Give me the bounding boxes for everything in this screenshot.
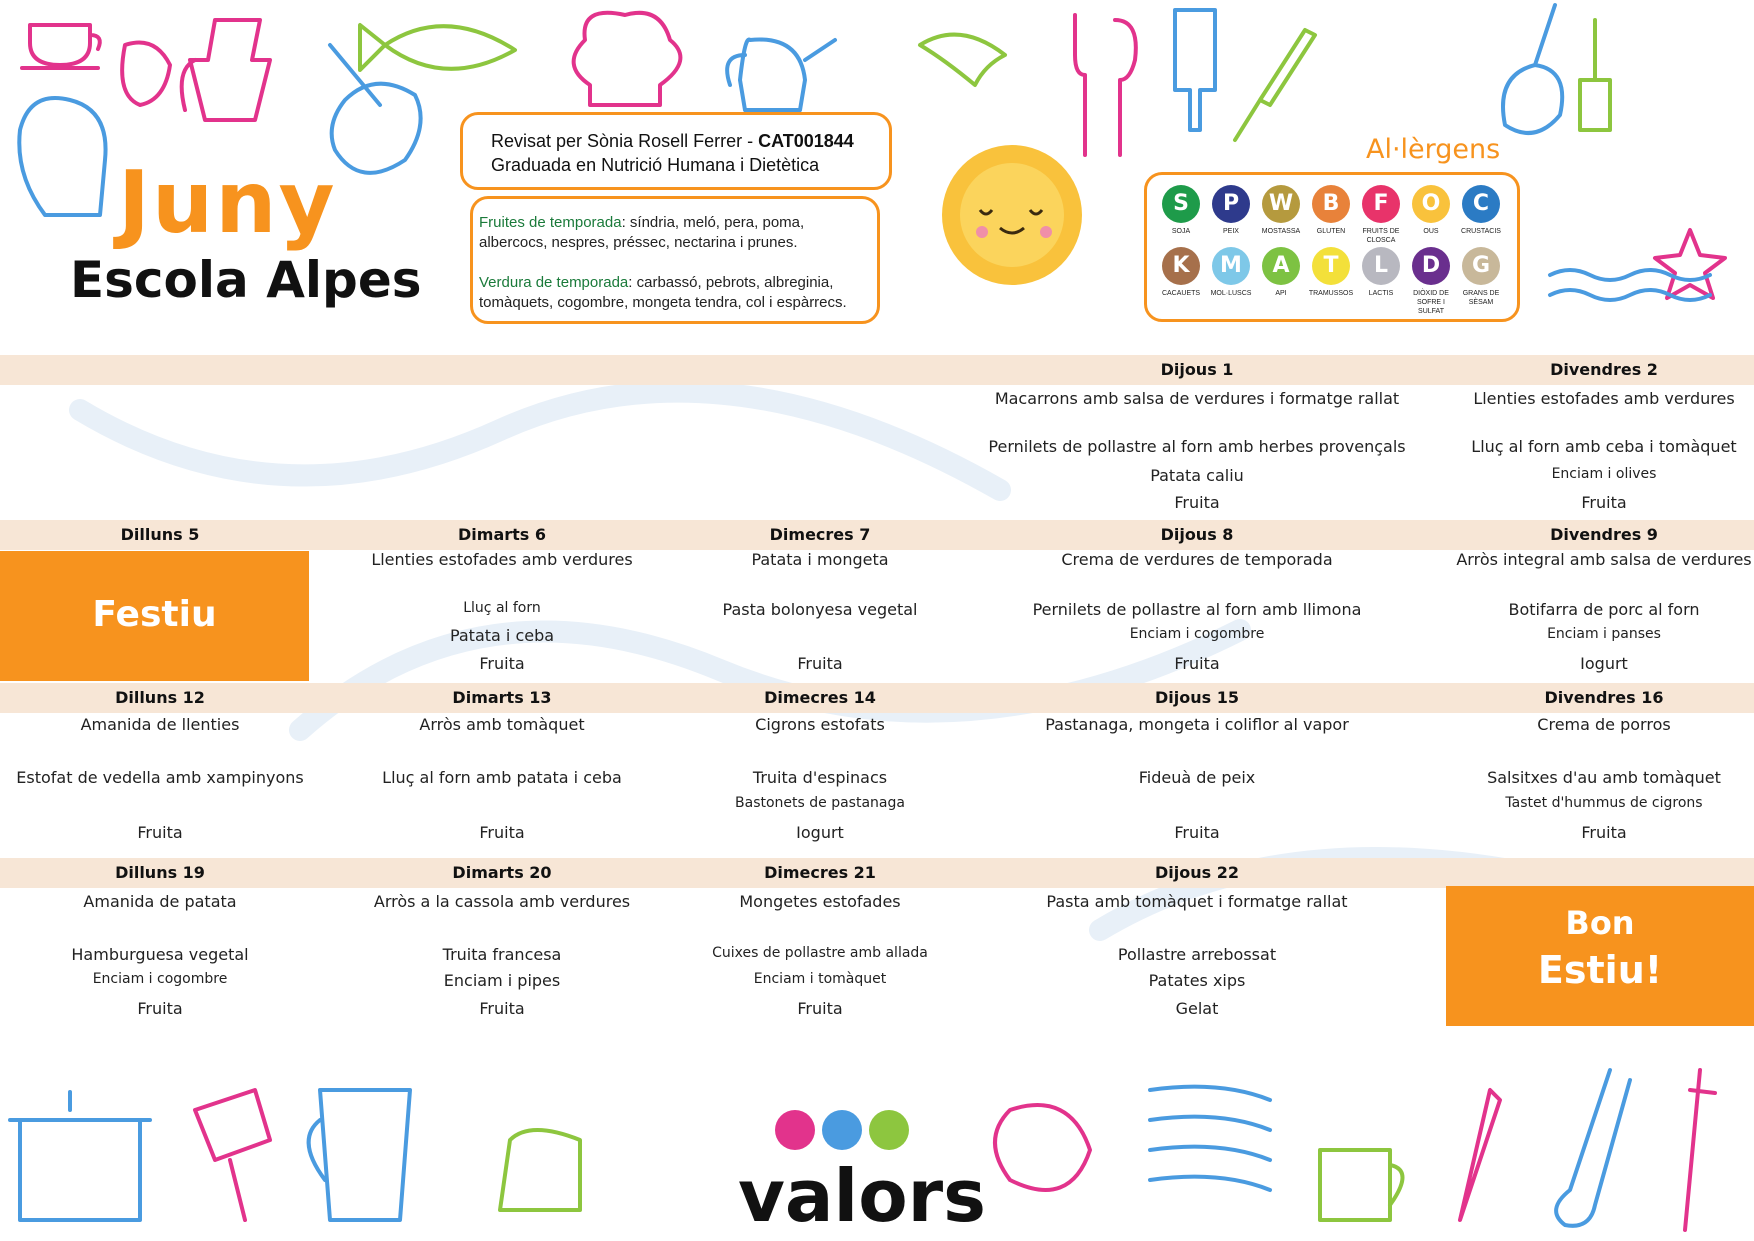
ladle-icon	[1556, 1070, 1630, 1226]
jug-icon	[309, 1090, 410, 1220]
reviewer-line	[491, 131, 854, 152]
allergen-label: MOSTASSA	[1261, 228, 1301, 235]
side-dish: Patates xips	[1148, 971, 1246, 990]
first-course: Llenties estofades amb verdures	[1473, 389, 1735, 408]
allergen-badge-icon: F	[1362, 185, 1400, 223]
school-name: Escola Alpes	[70, 251, 422, 309]
mug-icon	[1320, 1150, 1403, 1220]
oven-mitt-icon	[19, 98, 105, 215]
reviewer-name: Revisat per Sònia Rosell Ferrer -	[491, 131, 759, 151]
allergen-label: SOJA	[1171, 228, 1191, 235]
second-course: Botifarra de porc al forn	[1508, 600, 1700, 619]
allergen-badge-icon: A	[1262, 247, 1300, 285]
first-course: Amanida de patata	[83, 892, 237, 911]
allergen-label: LACTIS	[1368, 290, 1394, 297]
seasonal-fruits	[479, 213, 873, 253]
first-course: Pasta amb tomàquet i formatge rallat	[1046, 892, 1348, 911]
dessert: Fruita	[479, 654, 525, 673]
allergen-label: CACAUETS	[1161, 290, 1201, 297]
allergen-grans-de-s-sam	[1457, 247, 1505, 307]
seasonal-vegetables	[479, 273, 873, 313]
second-course: Pernilets de pollastre al forn amb llimona	[1032, 600, 1362, 619]
second-course: Salsitxes d'au amb tomàquet	[1487, 768, 1721, 787]
month-title: Juny	[118, 153, 337, 253]
allergen-badge-icon: P	[1212, 185, 1250, 223]
allergen-badge-icon: O	[1412, 185, 1450, 223]
day-header: Dijous 15	[1155, 688, 1239, 707]
dessert: Fruita	[1581, 493, 1627, 512]
croissant-icon	[920, 35, 1005, 85]
second-course: Lluç al forn	[463, 600, 541, 616]
first-course: Arròs integral amb salsa de verdures	[1456, 550, 1752, 569]
spatula-icon	[1175, 10, 1215, 130]
saucepan-icon	[330, 45, 421, 173]
allergen-badge-icon: W	[1262, 185, 1300, 223]
first-course: Crema de verdures de temporada	[1061, 550, 1333, 569]
dessert: Fruita	[1581, 823, 1627, 842]
fried-egg-icon	[995, 1105, 1090, 1190]
first-course: Cigrons estofats	[755, 715, 885, 734]
day-header: Dimarts 20	[452, 863, 552, 882]
first-course: Llenties estofades amb verdures	[371, 550, 633, 569]
day-header: Dijous 8	[1160, 525, 1234, 544]
allergen-mol-luscs	[1207, 247, 1255, 298]
allergen-badge-icon: S	[1162, 185, 1200, 223]
allergen-lactis	[1357, 247, 1405, 298]
whisk-icon	[1503, 5, 1562, 133]
dessert: Fruita	[479, 999, 525, 1018]
sun-icon	[942, 145, 1082, 285]
allergen-badge-icon: C	[1462, 185, 1500, 223]
seasonal-vegetables-label: Verdura de temporada	[479, 274, 629, 291]
allergen-label: GRANS DE SÈSAM	[1462, 290, 1500, 306]
second-course: Hamburguesa vegetal	[71, 945, 249, 964]
dessert: Fruita	[137, 823, 183, 842]
allergen-mostassa	[1257, 185, 1305, 236]
day-header: Dimarts 6	[458, 525, 546, 544]
day-header: Dilluns 12	[115, 688, 205, 707]
dessert: Fruita	[1174, 654, 1220, 673]
summer-greeting-line1: Bon	[1565, 904, 1635, 942]
reviewer-degree: Graduada en Nutrició Humana i Dietètica	[491, 155, 820, 175]
allergens-title: Al·lèrgens	[1366, 134, 1501, 165]
brand-logo-text: valors	[738, 1154, 987, 1238]
allergen-badge-icon: M	[1212, 247, 1250, 285]
valors-logo-faces	[775, 1110, 909, 1150]
allergen-api	[1257, 247, 1305, 298]
day-header: Dimecres 14	[764, 688, 876, 707]
dessert: Fruita	[479, 823, 525, 842]
dessert: Gelat	[1175, 999, 1219, 1018]
day-header: Dimarts 13	[452, 688, 552, 707]
allergen-fruits-de-closca	[1357, 185, 1405, 245]
side-dish: Enciam i panses	[1547, 626, 1661, 642]
holiday-block: Festiu	[0, 551, 309, 681]
coffee-pot-icon	[182, 20, 270, 120]
second-course: Truita d'espinacs	[752, 768, 888, 787]
side-dish: Patata caliu	[1150, 466, 1244, 485]
dessert: Fruita	[137, 999, 183, 1018]
seasonal-vegetables-text: : carbassó, pebrots, albreginia, tomàquets, cogombre, mongeta tendra, col i espàrrecs.	[479, 274, 847, 311]
side-dish: Enciam i tomàquet	[753, 971, 887, 987]
first-course: Arròs a la cassola amb verdures	[373, 892, 631, 911]
second-course: Cuixes de pollastre amb allada	[712, 945, 928, 961]
allergen-badge-icon: T	[1312, 247, 1350, 285]
summer-greeting-line2: Estiu!	[1537, 948, 1663, 992]
fish-icon	[360, 25, 515, 70]
allergen-label: PEIX	[1223, 228, 1239, 235]
second-course: Lluç al forn amb patata i ceba	[382, 768, 622, 787]
second-course: Lluç al forn amb ceba i tomàquet	[1471, 437, 1737, 456]
carrot-icon	[1460, 1090, 1500, 1220]
second-course: Fideuà de peix	[1138, 768, 1256, 787]
starfish-icon	[1655, 230, 1725, 298]
kettle-icon	[727, 40, 835, 111]
first-course: Macarrons amb salsa de verdures i formatge rallat	[994, 389, 1400, 408]
day-header: Dilluns 5	[120, 525, 200, 544]
turner-icon	[1580, 20, 1610, 130]
first-course: Arròs amb tomàquet	[419, 715, 585, 734]
chef-hat-icon	[574, 13, 681, 105]
allergen-label: GLUTEN	[1316, 228, 1346, 235]
allergen-label: OUS	[1423, 228, 1439, 235]
day-header: Dijous 22	[1155, 863, 1239, 882]
allergen-badge-icon: L	[1362, 247, 1400, 285]
allergen-label: CRUSTACIS	[1461, 228, 1501, 235]
allergen-badge-icon: G	[1462, 247, 1500, 285]
allergen-badge-icon: D	[1412, 247, 1450, 285]
allergen-di-xid-de-sofre-i-sulfat	[1407, 247, 1455, 316]
second-course: Estofat de vedella amb xampinyons	[16, 768, 304, 787]
reviewer-box	[460, 112, 892, 190]
first-course: Amanida de llenties	[80, 715, 240, 734]
rolling-pin-icon	[1685, 1070, 1715, 1230]
teacup-icon	[22, 25, 100, 68]
allergen-badge-icon: B	[1312, 185, 1350, 223]
day-header: Dilluns 19	[115, 863, 205, 882]
fork-spoon-icon	[1075, 15, 1136, 155]
strawberry-icon	[122, 43, 170, 106]
second-course: Truita francesa	[442, 945, 562, 964]
allergen-label: DIÒXID DE SOFRE I SULFAT	[1413, 290, 1449, 315]
side-dish: Patata i ceba	[449, 626, 555, 645]
day-header: Dijous 1	[1160, 360, 1234, 379]
day-header: Divendres 9	[1550, 525, 1658, 544]
allergen-peix	[1207, 185, 1255, 236]
second-course: Pollastre arrebossat	[1117, 945, 1277, 964]
summer-greeting	[1446, 886, 1754, 1026]
side-dish: Enciam i cogombre	[92, 971, 228, 987]
day-header: Divendres 16	[1544, 688, 1664, 707]
side-dish: Enciam i olives	[1551, 466, 1657, 482]
day-header: Divendres 2	[1550, 360, 1658, 379]
day-header: Dimecres 21	[764, 863, 876, 882]
reviewer-code: CAT001844	[758, 131, 854, 151]
dessert: Iogurt	[1580, 654, 1628, 673]
allergen-badge-icon: K	[1162, 247, 1200, 285]
allergen-label: FRUITS DE CLOSCA	[1362, 228, 1400, 244]
first-course: Patata i mongeta	[751, 550, 889, 569]
allergen-label: TRAMUSSOS	[1308, 290, 1354, 297]
side-dish: Tastet d'hummus de cigrons	[1505, 795, 1703, 811]
allergen-gluten	[1307, 185, 1355, 236]
side-dish: Enciam i pipes	[443, 971, 561, 990]
allergen-crustacis	[1457, 185, 1505, 236]
allergen-tramussos	[1307, 247, 1355, 298]
side-dish: Bastonets de pastanaga	[735, 795, 905, 811]
allergen-cacauets	[1157, 247, 1205, 298]
allergen-soja	[1157, 185, 1205, 236]
second-course: Pernilets de pollastre al forn amb herbes provençals	[988, 437, 1406, 456]
first-course: Mongetes estofades	[739, 892, 901, 911]
plates-stack-icon	[1150, 1087, 1270, 1190]
allergen-ous	[1407, 185, 1455, 236]
allergen-label: MOL·LUSCS	[1210, 290, 1252, 297]
knife-icon	[1235, 30, 1315, 140]
dessert: Fruita	[797, 654, 843, 673]
dessert: Fruita	[1174, 823, 1220, 842]
day-header: Dimecres 7	[769, 525, 871, 544]
toaster-icon	[500, 1130, 580, 1210]
seasonal-fruits-text: : síndria, meló, pera, poma, albercocs, nespres, préssec, nectarina i prunes.	[479, 214, 805, 251]
seasonal-box	[470, 196, 880, 324]
side-dish: Enciam i cogombre	[1129, 626, 1265, 642]
dessert: Fruita	[797, 999, 843, 1018]
cleaver-icon	[195, 1090, 270, 1220]
allergens-legend	[1144, 172, 1520, 322]
first-course: Pastanaga, mongeta i coliflor al vapor	[1045, 715, 1349, 734]
allergen-label: API	[1275, 290, 1287, 297]
dessert: Iogurt	[796, 823, 844, 842]
cooking-pot-icon	[10, 1092, 150, 1220]
second-course: Pasta bolonyesa vegetal	[722, 600, 918, 619]
dessert: Fruita	[1174, 493, 1220, 512]
seasonal-fruits-label: Fruites de temporada	[479, 214, 622, 231]
first-course: Crema de porros	[1537, 715, 1671, 734]
